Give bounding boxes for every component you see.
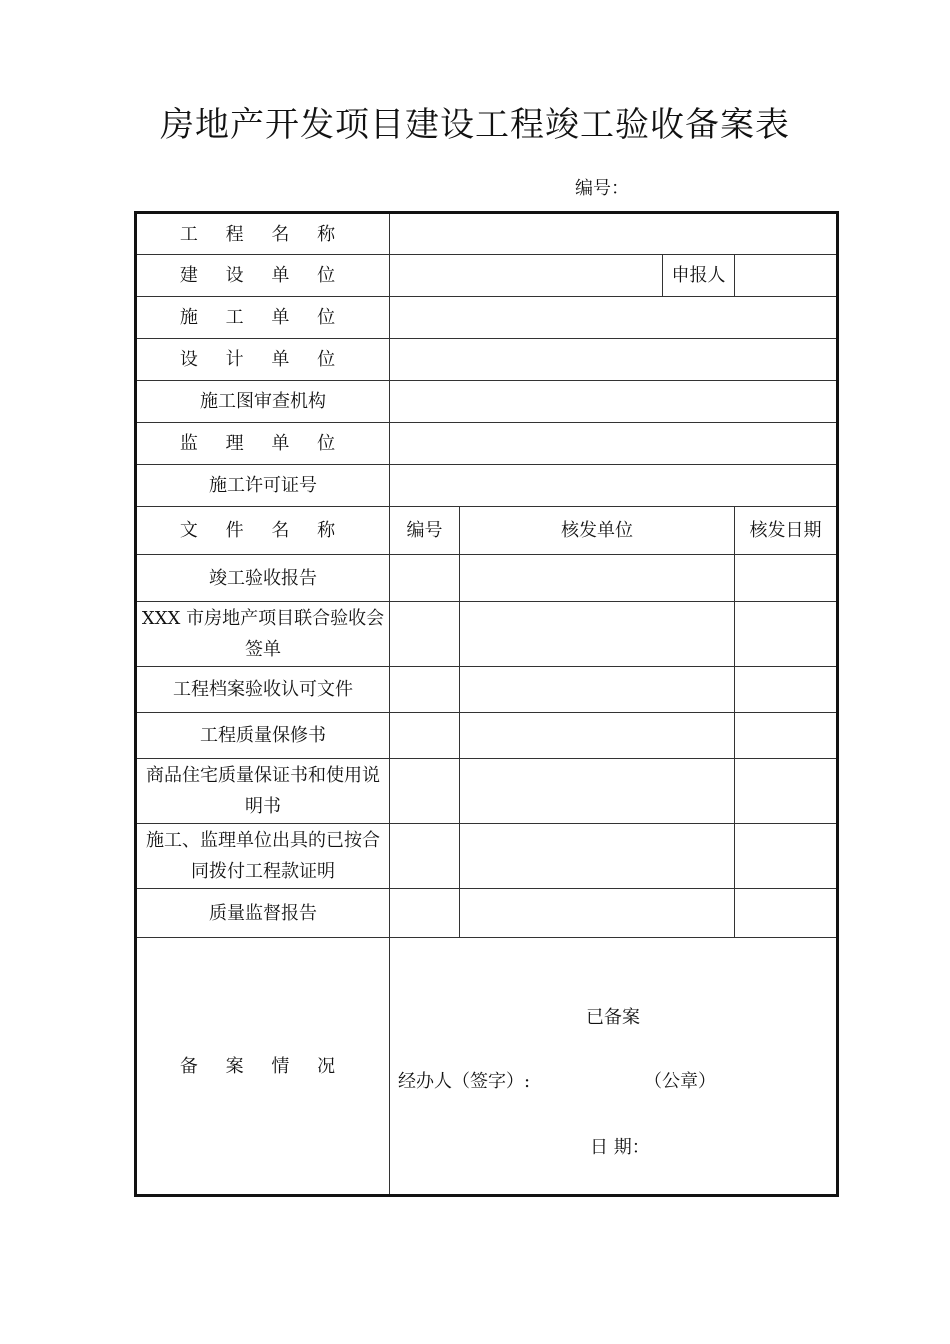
header-issue-date: 核发日期 (735, 507, 838, 555)
page-title: 房地产开发项目建设工程竣工验收备案表 (160, 105, 790, 145)
filing-form-table (134, 211, 839, 1197)
field-permit-number[interactable] (390, 465, 838, 507)
document-issuer-field[interactable] (460, 667, 735, 713)
handler-signature-label: 经办人（签字）: (398, 1071, 531, 1092)
document-issuer-field[interactable] (460, 713, 735, 759)
row-supervisor (136, 423, 838, 465)
field-project-name[interactable] (390, 213, 838, 255)
field-developer[interactable] (390, 255, 663, 297)
field-designer[interactable] (390, 339, 838, 381)
document-row (136, 759, 838, 824)
document-row (136, 889, 838, 938)
document-issuer-field[interactable] (460, 759, 735, 824)
document-name: 质量监督报告 (136, 889, 390, 938)
document-number-field[interactable] (390, 889, 460, 938)
document-row (136, 602, 838, 667)
document-date-field[interactable] (735, 824, 838, 889)
label-applicant: 申报人 (663, 255, 735, 297)
document-row (136, 824, 838, 889)
label-filing-status: 备 案 情 况 (136, 938, 390, 1196)
document-number-field[interactable] (390, 759, 460, 824)
label-supervisor: 监 理 单 位 (136, 423, 390, 465)
field-supervisor[interactable] (390, 423, 838, 465)
document-issuer-field[interactable] (460, 602, 735, 667)
row-developer (136, 255, 838, 297)
header-document-number: 编号 (390, 507, 460, 555)
document-number-field[interactable] (390, 713, 460, 759)
header-document-name: 文 件 名 称 (136, 507, 390, 555)
document-name: 工程质量保修书 (136, 713, 390, 759)
header-issuing-unit: 核发单位 (460, 507, 735, 555)
document-number-field[interactable] (390, 555, 460, 602)
document-date-field[interactable] (735, 713, 838, 759)
filing-status-cell (390, 938, 838, 1196)
field-drawing-review[interactable] (390, 381, 838, 423)
document-date-field[interactable] (735, 555, 838, 602)
document-date-field[interactable] (735, 889, 838, 938)
document-issuer-field[interactable] (460, 555, 735, 602)
document-issuer-field[interactable] (460, 824, 735, 889)
document-issuer-field[interactable] (460, 889, 735, 938)
filing-date-label: 日 期： (590, 1137, 650, 1158)
document-number-field[interactable] (390, 667, 460, 713)
filing-status-text: 已备案 (586, 1007, 640, 1028)
row-project-name (136, 213, 838, 255)
document-name: 商品住宅质量保证书和使用说明书 (136, 759, 390, 824)
label-project-name: 工 程 名 称 (136, 213, 390, 255)
document-date-field[interactable] (735, 667, 838, 713)
serial-number-label: 编号： (575, 178, 629, 199)
document-name: 竣工验收报告 (136, 555, 390, 602)
document-row (136, 713, 838, 759)
row-designer (136, 339, 838, 381)
row-permit-number (136, 465, 838, 507)
row-drawing-review (136, 381, 838, 423)
document-row (136, 667, 838, 713)
label-drawing-review: 施工图审查机构 (136, 381, 390, 423)
document-name: 施工、监理单位出具的已按合同拨付工程款证明 (136, 824, 390, 889)
document-row (136, 555, 838, 602)
label-developer: 建 设 单 位 (136, 255, 390, 297)
document-name: 工程档案验收认可文件 (136, 667, 390, 713)
document-name: XXX 市房地产项目联合验收会签单 (136, 602, 390, 667)
row-contractor (136, 297, 838, 339)
document-number-field[interactable] (390, 602, 460, 667)
document-date-field[interactable] (735, 759, 838, 824)
official-seal-label: （公章） (644, 1071, 716, 1092)
label-designer: 设 计 单 位 (136, 339, 390, 381)
label-permit-number: 施工许可证号 (136, 465, 390, 507)
documents-header-row (136, 507, 838, 555)
label-contractor: 施 工 单 位 (136, 297, 390, 339)
filing-status-row (136, 938, 838, 1196)
document-date-field[interactable] (735, 602, 838, 667)
document-number-field[interactable] (390, 824, 460, 889)
field-applicant[interactable] (735, 255, 838, 297)
field-contractor[interactable] (390, 297, 838, 339)
